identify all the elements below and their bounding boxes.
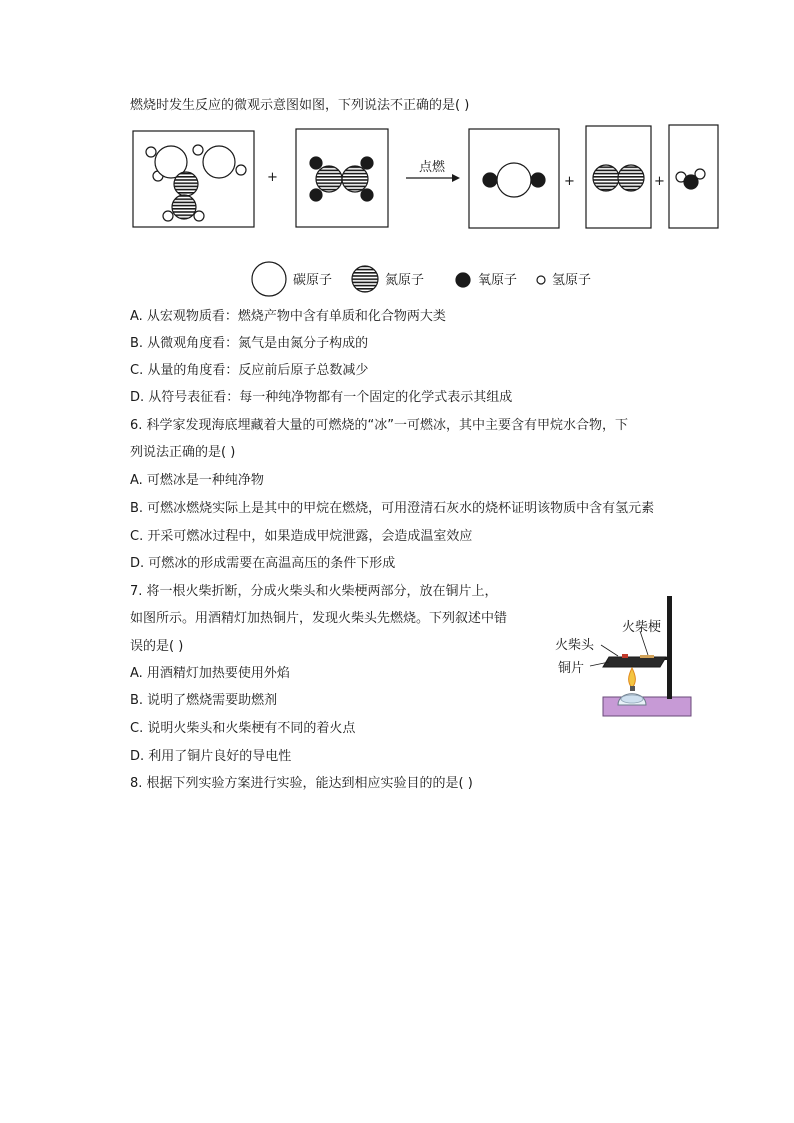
legend-hydrogen-label: 氢原子 [552, 273, 592, 288]
match-head [622, 654, 628, 658]
svg-text:+: + [564, 174, 575, 189]
q8-stem: 8. 根据下列实验方案进行实验，能达到相应实验目的的是( ) [130, 776, 473, 791]
q6-stem-line1: 6. 科学家发现海底埋藏着大量的可燃烧的“冰”一可燃冰，其中主要含有甲烷水合物，下 [130, 418, 629, 433]
q5-option-c: C. 从量的角度看：反应前后原子总数减少 [130, 363, 369, 378]
label-copper: 铜片 [558, 661, 585, 676]
q7-option-c: C. 说明火柴头和火柴梗有不同的着火点 [130, 721, 356, 736]
q6-option-d: D. 可燃冰的形成需要在高温高压的条件下形成 [130, 556, 396, 571]
stand-base [603, 697, 691, 716]
q6-stem-line2: 列说法正确的是( ) [130, 445, 236, 460]
q5-stem: 燃烧时发生反应的微观示意图如图，下列说法不正确的是( ) [130, 98, 470, 113]
stand-rod [667, 596, 672, 699]
q7-stem-line3: 误的是( ) [130, 639, 184, 654]
copper-plate [603, 657, 666, 667]
q7-stem-line2: 如图所示。用酒精灯加热铜片，发现火柴头先燃烧。下列叙述中错 [130, 611, 508, 626]
svg-text:+: + [267, 170, 278, 185]
q7-stem-line1: 7. 将一根火柴折断，分成火柴头和火柴梗两部分，放在铜片上， [130, 584, 498, 599]
match-stick [640, 655, 654, 658]
legend-oxygen-label: 氧原子 [478, 273, 518, 288]
q7-option-a: A. 用酒精灯加热要使用外焰 [130, 666, 290, 681]
q5-option-b: B. 从微观角度看：氮气是由氮分子构成的 [130, 336, 369, 351]
q6-option-a: A. 可燃冰是一种纯净物 [130, 473, 264, 488]
q7-option-d: D. 利用了铜片良好的导电性 [130, 749, 292, 764]
legend-carbon-label: 碳原子 [293, 273, 333, 288]
svg-text:+: + [654, 174, 665, 189]
q5-option-d: D. 从符号表征看：每一种纯净物都有一个固定的化学式表示其组成 [130, 390, 513, 405]
q5-option-a: A. 从宏观物质看：燃烧产物中含有单质和化合物两大类 [130, 309, 446, 324]
legend-nitrogen-label: 氮原子 [385, 273, 425, 288]
label-match-stick: 火柴梗 [622, 620, 662, 635]
q7-option-b: B. 说明了燃烧需要助燃剂 [130, 693, 278, 708]
q6-option-b: B. 可燃冰燃烧实际上是其中的甲烷在燃烧，可用澄清石灰水的烧杯证明该物质中含有氢元素 [130, 501, 655, 516]
q6-option-c: C. 开采可燃冰过程中，如果造成甲烷泄露，会造成温室效应 [130, 529, 473, 544]
arrow-label: 点燃 [419, 160, 446, 175]
label-match-head: 火柴头 [555, 638, 595, 653]
flame-icon [629, 668, 636, 688]
